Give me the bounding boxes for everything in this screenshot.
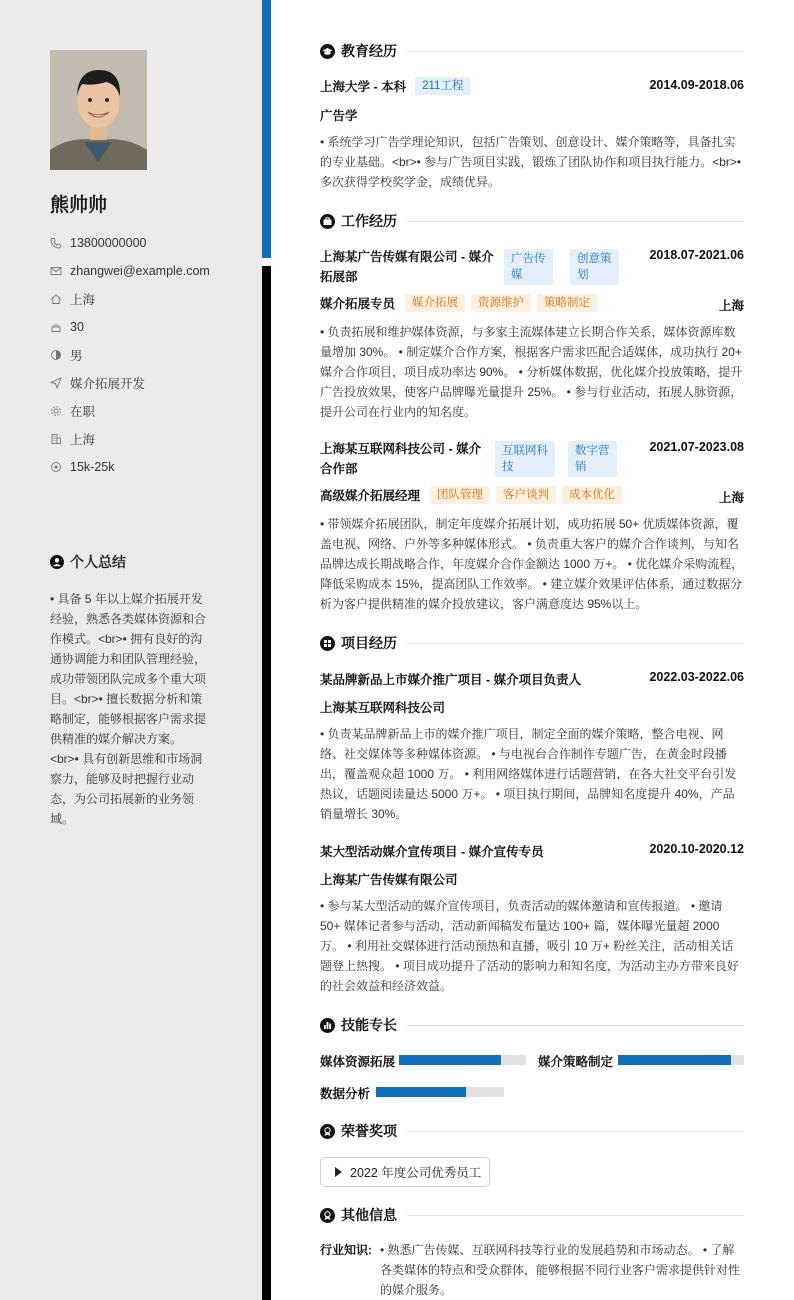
skill-bar — [618, 1055, 744, 1065]
projects-heading — [320, 633, 744, 653]
skill-bar — [399, 1055, 526, 1065]
job-company-line2: 合作部 — [320, 462, 358, 476]
job-tag-line1: 创意策 — [577, 253, 612, 265]
section-divider — [407, 1131, 744, 1132]
job-tag-line1: 广告传 — [511, 253, 546, 265]
job-tag-line2: 划 — [577, 269, 589, 281]
education-title: 教育经历 — [341, 43, 397, 59]
skill-name: 媒体资源拓展 — [320, 1055, 396, 1069]
project-company: 上海某互联网科技公司 — [320, 701, 446, 715]
user-circle-icon — [50, 555, 64, 569]
education-heading — [320, 41, 744, 61]
awards-title: 荣誉奖项 — [341, 1123, 397, 1139]
summary-heading — [50, 552, 126, 572]
skill-tag: 策略制定 — [537, 294, 597, 312]
job-position-row — [320, 294, 603, 312]
section-divider — [407, 1215, 744, 1216]
job-position-row — [320, 486, 628, 504]
job-tag-line2: 技 — [502, 461, 514, 473]
cake-icon — [50, 321, 62, 333]
job-target-text: 媒介拓展开发 — [70, 377, 146, 391]
education-major: 广告学 — [320, 109, 358, 123]
mail-icon — [50, 265, 62, 277]
status-text: 在职 — [70, 405, 96, 419]
award-text: 2022 年度公司优秀员工 — [350, 1166, 482, 1180]
job-location: 上海 — [718, 299, 744, 313]
skill-tag: 客户谈判 — [496, 486, 556, 504]
info-status — [50, 397, 210, 425]
city-text: 上海 — [70, 293, 96, 307]
job-tag-line2: 媒 — [511, 269, 523, 281]
job-location: 上海 — [718, 491, 744, 505]
project-desc: • 参与某大型活动的媒介宣传项目，负责活动的媒体邀请和宣传报道。 • 邀请 50+ 媒体记者参与活动，活动新闻稿发布量达 100+ 篇，媒体曝光量超 2000 万。 • 利用社交媒体进行活动预热和直播，吸引 10 万+ 粉丝关注，活动相关话题登上热搜。 • 项目成功提升了活动的影响力和知名度，为活动主办方带来良好的社会效益和经济效益。 — [320, 899, 739, 993]
phone-text: 13800000000 — [70, 236, 147, 250]
gear-icon — [50, 405, 62, 417]
skill-name: 数据分析 — [320, 1087, 371, 1101]
section-divider — [407, 51, 744, 52]
education-desc: • 系统学习广告学理论知识，包括广告策划、创意设计、媒介策略等，具备扎实的专业基础。<br>• 参与广告项目实践，锻炼了团队协作和项目执行能力。<br>• 多次获得学校奖学金，成绩优异。 — [320, 135, 742, 189]
education-date: 2014.09-2018.06 — [649, 78, 744, 92]
education-tag: 211工程 — [415, 77, 470, 95]
education-school-row — [320, 77, 470, 95]
age-text: 30 — [70, 320, 84, 334]
graduation-cap-icon — [320, 44, 335, 59]
job-tag — [568, 441, 617, 477]
target-city-text: 上海 — [70, 433, 96, 447]
skill-bar-fill — [618, 1055, 731, 1065]
gender-icon — [50, 349, 62, 361]
award-item[interactable] — [320, 1157, 490, 1187]
info-target-city — [50, 425, 210, 453]
play-triangle-icon — [335, 1167, 342, 1177]
contact-info — [50, 229, 210, 481]
home-icon — [50, 293, 62, 305]
job-date: 2021.07-2023.08 — [649, 440, 744, 454]
accent-gap — [262, 258, 271, 266]
skill-bar-fill — [399, 1055, 501, 1065]
skill-bar — [376, 1087, 504, 1097]
job-tag — [495, 441, 555, 477]
project-company: 上海某广告传媒有限公司 — [320, 873, 458, 887]
summary-text: • 具备 5 年以上媒介拓展开发经验，熟悉各类媒体资源和合作模式。<br>• 拥有良好的沟通协调能力和团队管理经验，成功带领团队完成多个重大项目。<br>• 擅长数据分析和策略制定，能够根据客户需求提供精准的媒介解决方案。<br>• 具有创新思维和市场洞察力，能够及时把握行业动态，为公司拓展新的业务领域。 — [50, 592, 207, 826]
skill-tag: 成本优化 — [562, 486, 622, 504]
project-name: 某大型活动媒介宣传项目 - 媒介宣传专员 — [320, 845, 544, 859]
projects-title: 项目经历 — [341, 635, 397, 651]
job-company — [320, 439, 481, 479]
award-icon — [320, 1208, 335, 1223]
job-position: 高级媒介拓展经理 — [320, 489, 421, 503]
skill-tag: 资源维护 — [471, 294, 531, 312]
other-title: 其他信息 — [341, 1207, 397, 1223]
other-label: 行业知识: — [320, 1243, 372, 1257]
work-title: 工作经历 — [341, 213, 397, 229]
job-company-line1: 上海某互联网科技公司 - 媒介 — [320, 442, 482, 456]
job-company-line1: 上海某广告传媒有限公司 - 媒介 — [320, 250, 494, 264]
profile-photo — [50, 50, 147, 170]
section-divider — [407, 1025, 744, 1026]
job-desc: • 负责拓展和维护媒体资源，与多家主流媒体建立长期合作关系，媒体资源库数量增加 30%。 • 制定媒介合作方案，根据客户需求匹配合适媒体，成功执行 20+ 媒介合作项目，项目成功率达 90%。 • 分析媒体数据，优化媒介投放策略，提升广告投放效果，使客户品牌曝光量提升 25%。 • 参与行业活动，拓展人脉资源，提升公司在行业内的知名度。 — [320, 325, 743, 419]
section-divider — [407, 221, 744, 222]
skill-name: 媒介策略制定 — [538, 1055, 614, 1069]
info-age — [50, 313, 210, 341]
job-tag-line1: 数字营 — [575, 445, 610, 457]
info-city — [50, 285, 210, 313]
job-tag — [504, 249, 553, 285]
job-position: 媒介拓展专员 — [320, 297, 396, 311]
other-heading — [320, 1205, 744, 1225]
gender-text: 男 — [70, 349, 83, 363]
job-tag-line2: 销 — [575, 461, 587, 473]
section-divider — [407, 643, 744, 644]
skill-tag: 媒介拓展 — [405, 294, 465, 312]
skills-title: 技能专长 — [341, 1017, 397, 1033]
accent-bar — [262, 0, 271, 258]
job-tag — [570, 249, 619, 285]
info-email — [50, 257, 210, 285]
send-icon — [50, 377, 62, 389]
skill-bar-fill — [376, 1087, 466, 1097]
job-date: 2018.07-2021.06 — [649, 248, 744, 262]
info-job-target — [50, 369, 210, 397]
salary-icon — [50, 461, 62, 473]
project-date: 2022.03-2022.06 — [649, 670, 744, 684]
candidate-name: 熊帅帅 — [50, 195, 108, 216]
award-icon — [320, 1124, 335, 1139]
project-date: 2020.10-2020.12 — [649, 842, 744, 856]
skills-heading — [320, 1015, 744, 1035]
skill-tag: 团队管理 — [430, 486, 490, 504]
awards-heading — [320, 1121, 744, 1141]
info-salary — [50, 453, 210, 481]
job-desc: • 带领媒介拓展团队，制定年度媒介拓展计划，成功拓展 50+ 优质媒体资源，覆盖电视、网络、户外等多种媒体形式。 • 负责重大客户的媒介合作谈判，与知名品牌达成长期战略合作，年度媒介合作金额达 1000 万+。 • 优化媒介采购流程，降低采购成本 15%，提高团队工作效率。 • 建立媒介效果评估体系，通过数据分析为客户提供精准的媒介投放建议，客户满意度达 95%以上。 — [320, 517, 744, 611]
grid-icon — [320, 636, 335, 651]
education-school: 上海大学 - 本科 — [320, 80, 407, 94]
salary-text: 15k-25k — [70, 460, 115, 474]
briefcase-icon — [320, 214, 335, 229]
other-text: • 熟悉广告传媒、互联网科技等行业的发展趋势和市场动态。 • 了解各类媒体的特点和受众群体，能够根据不同行业客户需求提供针对性的媒介服务。 — [380, 1243, 741, 1297]
job-company-line2: 拓展部 — [320, 270, 358, 284]
phone-icon — [50, 237, 62, 249]
bar-chart-icon — [320, 1018, 335, 1033]
job-tag-line1: 互联网科 — [502, 445, 548, 457]
building-icon — [50, 433, 62, 445]
summary-title: 个人总结 — [70, 554, 126, 570]
info-phone — [50, 229, 210, 257]
project-name: 某品牌新品上市媒介推广项目 - 媒介项目负责人 — [320, 673, 582, 687]
job-company — [320, 247, 494, 287]
work-heading — [320, 211, 744, 231]
email-text: zhangwei@example.com — [70, 264, 210, 278]
info-gender — [50, 341, 210, 369]
project-desc: • 负责某品牌新品上市的媒介推广项目，制定全面的媒介策略，整合电视、网络、社交媒体等多种媒体资源。 • 与电视台合作制作专题广告，在黄金时段播出，覆盖观众超 1000 万。 • 利用网络媒体进行话题营销，在各大社交平台引发热议，话题阅读量达 5000 万+。 • 项目执行期间，品牌知名度提升 40%，产品销量增长 30%。 — [320, 727, 737, 821]
